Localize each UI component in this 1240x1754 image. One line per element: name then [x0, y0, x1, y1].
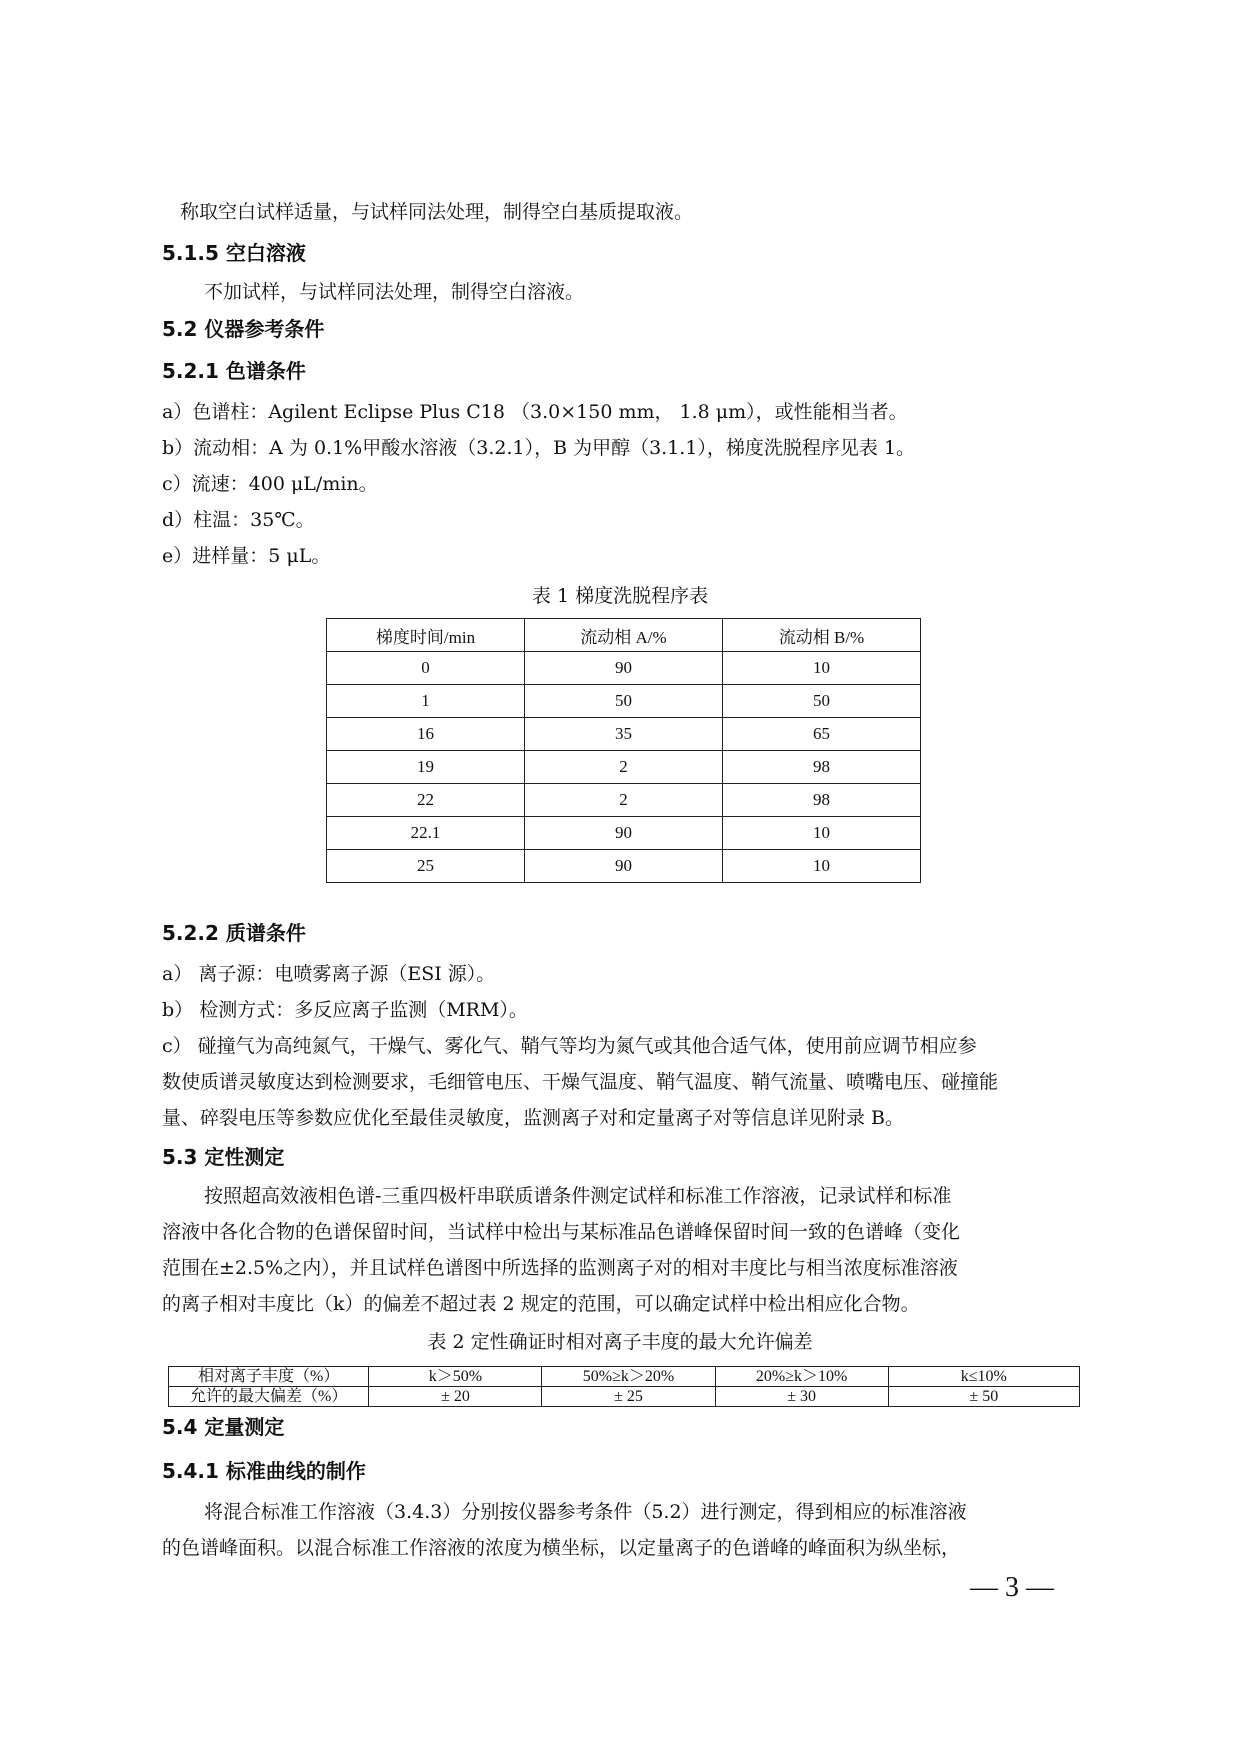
list-item-ion-source: a） 离子源：电喷雾离子源（ESI 源）。 [162, 963, 496, 985]
heading-5-1-5: 5.1.5 空白溶液 [162, 241, 306, 265]
heading-5-2-1: 5.2.1 色谱条件 [162, 359, 306, 383]
heading-5-2-2: 5.2.2 质谱条件 [162, 921, 306, 945]
table-cell: 2 [525, 784, 723, 817]
list-item-collision-gas-line-3: 量、碎裂电压等参数应优化至最佳灵敏度，监测离子对和定量离子对等信息详见附录 B。 [162, 1107, 905, 1129]
table-cell: 22.1 [327, 817, 525, 850]
paragraph-5-1-5: 不加试样，与试样同法处理，制得空白溶液。 [204, 281, 585, 303]
table-cell: 90 [525, 817, 723, 850]
table-cell: 98 [723, 751, 921, 784]
table-cell: ± 30 [715, 1387, 888, 1407]
table-cell: k＞50% [369, 1367, 542, 1387]
paragraph-5-3-line-4: 的离子相对丰度比（k）的偏差不超过表 2 规定的范围，可以确定试样中检出相应化合物。 [162, 1293, 920, 1315]
table-2-caption: 表 2 定性确证时相对离子丰度的最大允许偏差 [427, 1331, 813, 1353]
heading-5-4-1: 5.4.1 标准曲线的制作 [162, 1459, 366, 1483]
list-item-collision-gas-line-1: c） 碰撞气为高纯氮气，干燥气、雾化气、鞘气等均为氮气或其他合适气体，使用前应调节相应参 [162, 1035, 977, 1057]
table-cell: 50 [525, 685, 723, 718]
table-1-caption: 表 1 梯度洗脱程序表 [531, 585, 709, 607]
table-row-label: 允许的最大偏差（%） [169, 1387, 369, 1407]
table-cell: 10 [723, 817, 921, 850]
list-item-flow-rate: c）流速：400 μL/min。 [162, 473, 378, 495]
paragraph-5-3-line-2: 溶液中各化合物的色谱保留时间，当试样中检出与某标准品色谱峰保留时间一致的色谱峰（变化 [162, 1221, 961, 1243]
paragraph-5-4-1-line-2: 的色谱峰面积。以混合标准工作溶液的浓度为横坐标，以定量离子的色谱峰的峰面积为纵坐标， [162, 1537, 961, 1559]
table-row-label: 相对离子丰度（%） [169, 1367, 369, 1387]
table-cell: 10 [723, 652, 921, 685]
table-row [327, 685, 921, 718]
table-cell: ± 25 [542, 1387, 715, 1407]
table-cell: 25 [327, 850, 525, 883]
list-item-detection-mode: b） 检测方式：多反应离子监测（MRM）。 [162, 999, 528, 1021]
table-cell: 65 [723, 718, 921, 751]
table-cell: 90 [525, 652, 723, 685]
table-cell: 98 [723, 784, 921, 817]
page-number: — 3 — [970, 1572, 1054, 1603]
heading-5-2: 5.2 仪器参考条件 [162, 317, 325, 341]
table-row [327, 652, 921, 685]
paragraph-blank-matrix: 称取空白试样适量，与试样同法处理，制得空白基质提取液。 [180, 201, 694, 223]
list-item-collision-gas-line-2: 数使质谱灵敏度达到检测要求，毛细管电压、干燥气温度、鞘气温度、鞘气流量、喷嘴电压、碰撞能 [162, 1071, 999, 1093]
table-cell: 90 [525, 850, 723, 883]
table-cell: k≤10% [888, 1367, 1079, 1387]
table-row [327, 751, 921, 784]
table-cell: 16 [327, 718, 525, 751]
table-cell: 35 [525, 718, 723, 751]
table-header-cell: 流动相 A/% [525, 619, 723, 652]
table-cell: ± 50 [888, 1387, 1079, 1407]
heading-5-3: 5.3 定性测定 [162, 1145, 285, 1169]
table-row [327, 817, 921, 850]
list-item-chromatographic-column: a）色谱柱：Agilent Eclipse Plus C18 （3.0×150 mm， 1.8 μm），或性能相当者。 [162, 401, 908, 423]
list-item-injection-volume: e）进样量：5 μL。 [162, 545, 331, 567]
table-header-cell: 流动相 B/% [723, 619, 921, 652]
table-cell: 19 [327, 751, 525, 784]
table-cell: 22 [327, 784, 525, 817]
table-cell: 1 [327, 685, 525, 718]
table-header-row [327, 619, 921, 652]
table-cell: 50%≥k＞20% [542, 1367, 715, 1387]
table-row [327, 784, 921, 817]
table-cell: 10 [723, 850, 921, 883]
table-row [327, 850, 921, 883]
list-item-mobile-phase: b）流动相：A 为 0.1%甲酸水溶液（3.2.1），B 为甲醇（3.1.1），梯度洗脱程序见表 1。 [162, 437, 916, 459]
gradient-elution-table [326, 618, 921, 883]
paragraph-5-4-1-line-1: 将混合标准工作溶液（3.4.3）分别按仪器参考条件（5.2）进行测定，得到相应的标准溶液 [204, 1501, 967, 1523]
paragraph-5-3-line-3: 范围在±2.5%之内），并且试样色谱图中所选择的监测离子对的相对丰度比与相当浓度标准溶液 [162, 1257, 958, 1279]
table-cell: ± 20 [369, 1387, 542, 1407]
list-item-column-temperature: d）柱温：35℃。 [162, 509, 315, 531]
table-header-cell: 梯度时间/min [327, 619, 525, 652]
heading-5-4: 5.4 定量测定 [162, 1415, 285, 1439]
table-row [169, 1387, 1080, 1407]
table-row [327, 718, 921, 751]
paragraph-5-3-line-1: 按照超高效液相色谱-三重四极杆串联质谱条件测定试样和标准工作溶液，记录试样和标准 [204, 1185, 952, 1207]
table-cell: 50 [723, 685, 921, 718]
table-cell: 20%≥k＞10% [715, 1367, 888, 1387]
table-row [169, 1367, 1080, 1387]
table-cell: 0 [327, 652, 525, 685]
ion-abundance-tolerance-table [168, 1366, 1080, 1407]
table-cell: 2 [525, 751, 723, 784]
